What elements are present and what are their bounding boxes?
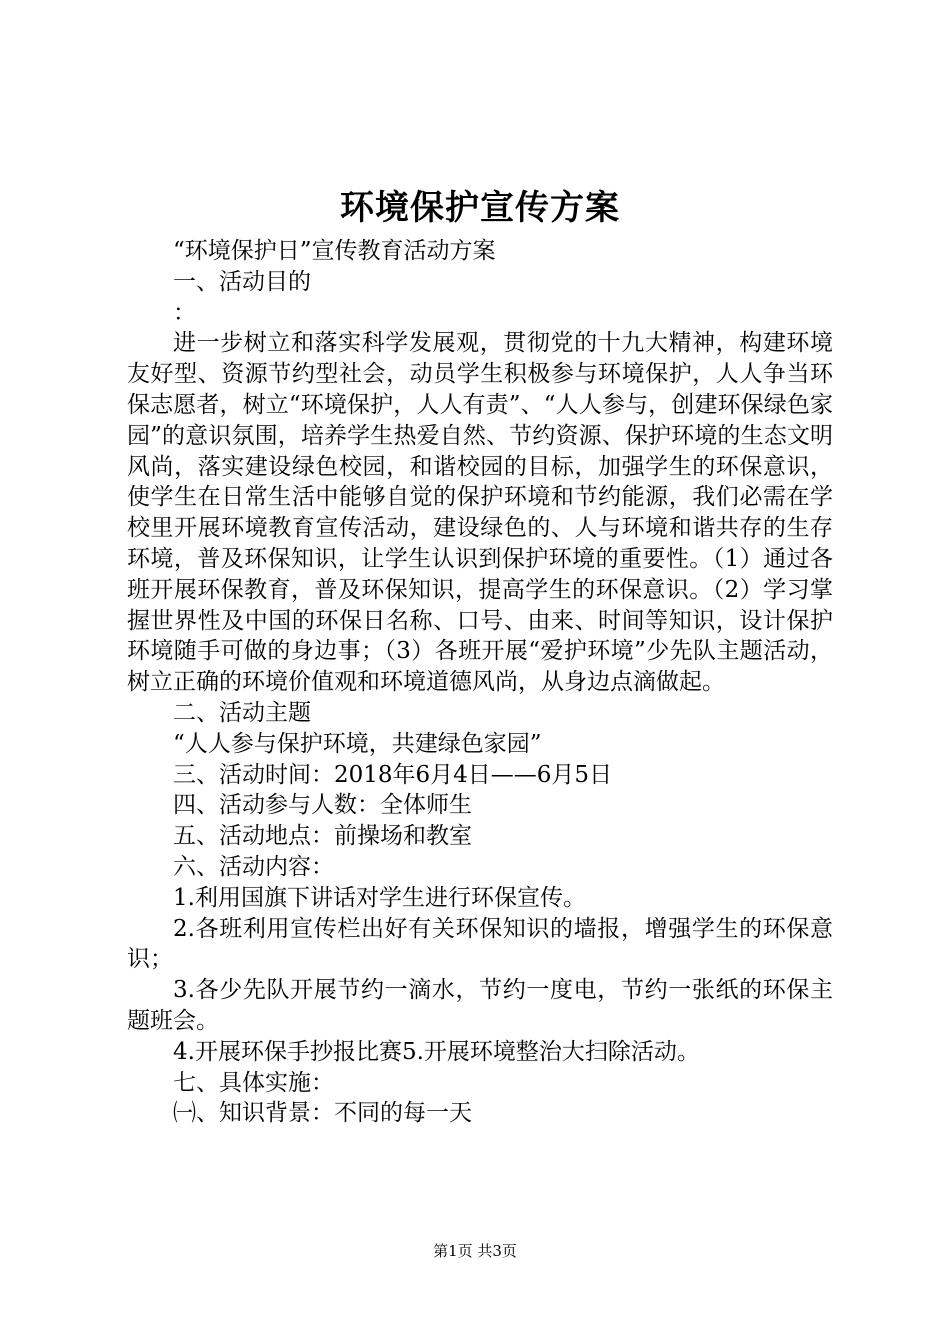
paragraph-time: 三、活动时间：2018年6月4日——6月5日 xyxy=(173,761,613,788)
paragraph-theme-slogan: “人人参与保护环境，共建绿色家园” xyxy=(173,730,542,757)
paragraph-purpose-body: 进一步树立和落实科学发展观，贯彻党的十九大精神，构建环境友好型、资源节约型社会，动员学生积极参与环境保护，人人争当环保志愿者，树立“环境保护，人人有责”、“人人参与，创建环保绿色家园”的意识氛围，培养学生热爱自然、节约资源、保护环境的生态文明风尚，落实建设绿色校园，和谐校园的目标，加强学生的环保意识，使学生在日常生活中能够自觉的保护环境和节约能源，我们必需在学校里开展环境教育宣传活动，建设绿色的、人与环境和谐共存的生存环境，普及环保知识，让学生认识到保护环境的重要性。（1）通过各班开展环保教育，普及环保知识，提高学生的环保意识。（2）学习掌握世界性及中国的环保日名称、口号、由来、时间等知识，设计保护环境随手可做的身边事；（3）各班开展“爱护环境”少先队主题活动，树立正确的环境价值观和环境道德风尚，从身边点滴做起。 xyxy=(127,330,833,696)
heading-theme: 二、活动主题 xyxy=(173,699,311,726)
heading-content: 六、活动内容： xyxy=(173,853,334,880)
paragraph-subtitle: “环境保护日”宣传教育活动方案 xyxy=(173,238,496,264)
document-title: 环境保护宣传方案 xyxy=(340,188,620,228)
paragraph-participants: 四、活动参与人数：全体师生 xyxy=(173,792,472,819)
document-body xyxy=(127,236,833,1129)
list-item-content-2: 2.各班利用宣传栏出好有关环保知识的墙报，增强学生的环保意识； xyxy=(127,915,833,973)
list-item-content-1: 1.利用国旗下讲话对学生进行环保宣传。 xyxy=(173,884,586,911)
list-item-content-3: 3.各少先队开展节约一滴水，节约一度电，节约一张纸的环保主题班会。 xyxy=(127,977,833,1034)
list-item-content-4-5: 4.开展环保手抄报比赛5.开展环境整治大扫除活动。 xyxy=(173,1038,700,1065)
heading-implementation: 七、具体实施： xyxy=(173,1069,334,1096)
paragraph-location: 五、活动地点：前操场和教室 xyxy=(173,823,472,850)
paragraph-colon: ： xyxy=(173,299,196,326)
heading-purpose: 一、活动目的 xyxy=(173,268,311,295)
page-number-footer: 第1页 共3页 xyxy=(433,1242,517,1260)
paragraph-background: ㈠、知识背景：不同的每一天 xyxy=(173,1100,472,1127)
